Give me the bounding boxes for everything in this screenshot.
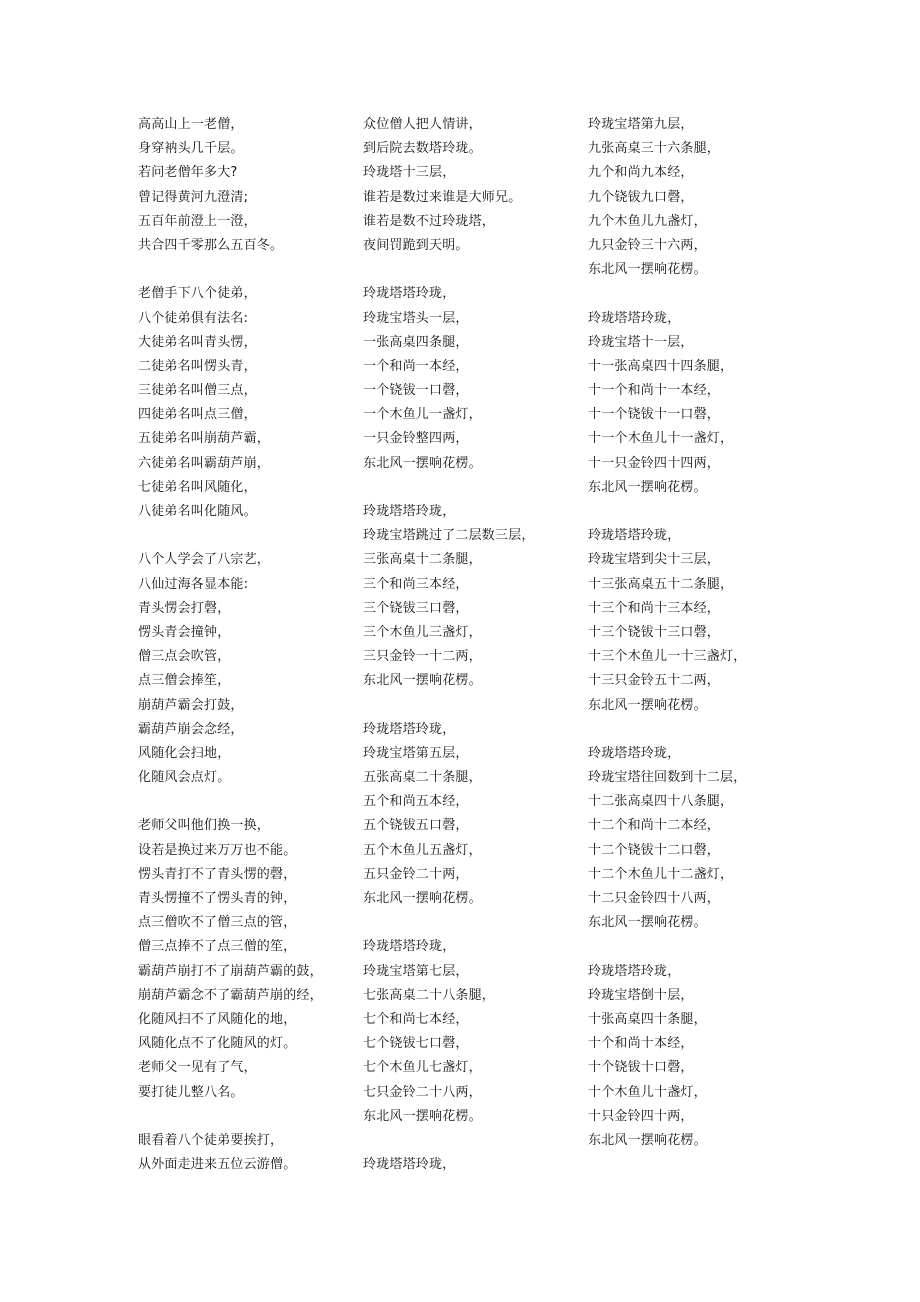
poem-line: 点三僧会捧笙，: [138, 673, 231, 689]
poem-line: 十二张高桌四十八条腿，: [588, 794, 734, 810]
poem-line: 九个木鱼儿九盏灯，: [588, 213, 707, 229]
stanza-break: [138, 524, 358, 548]
poem-line: 设若是换过来万万也不能。: [138, 842, 297, 858]
poem-line: 崩葫芦霸会打鼓，: [138, 697, 244, 713]
poem-line: 夜间罚跪到天明。: [363, 237, 469, 253]
poem-line: 玲珑塔塔玲珑，: [363, 504, 456, 519]
poem-line: 僧三点会吹管，: [138, 649, 231, 665]
poem-line: 八徒弟名叫化随风。: [138, 504, 257, 519]
stanza-break: [588, 718, 808, 742]
poem-line: 一只金铃整四两，: [363, 431, 469, 447]
poem-line: 五个木鱼儿五盏灯，: [363, 842, 482, 858]
poem-line: 玲珑宝塔第九层，: [588, 117, 694, 132]
poem-line: 十只金铃四十两，: [588, 1108, 694, 1124]
poem-line: 东北风一摆响花楞。: [363, 891, 482, 906]
poem-line: 老师父叫他们换一换，: [138, 818, 271, 834]
poem-line: 十个铙钹十口磬，: [588, 1060, 694, 1076]
poem-line: 东北风一摆响花楞。: [588, 262, 707, 278]
poem-line: 要打徒儿整八名。: [138, 1084, 244, 1100]
poem-line: 众位僧人把人情讲，: [363, 117, 482, 132]
poem-line: 玲珑塔塔玲珑，: [588, 528, 681, 544]
poem-line: 玲珑宝塔头一层，: [363, 310, 469, 326]
poem-line: 十个木鱼儿十盏灯，: [588, 1084, 707, 1100]
poem-line: 共合四千零那么五百冬。: [138, 237, 284, 253]
poem-line: 风随化会扫地，: [138, 745, 231, 761]
poem-line: 十三个铙钹十三口磬，: [588, 624, 721, 640]
poem-line: 化随风扫不了风随化的地，: [138, 1011, 297, 1027]
poem-line: 东北风一摆响花楞。: [588, 697, 707, 713]
poem-line: 七个铙钹七口磬，: [363, 1036, 469, 1052]
poem-line: 九只金铃三十六两，: [588, 237, 707, 253]
stanza-break: [138, 790, 358, 814]
poem-line: 十三只金铃五十二两，: [588, 673, 721, 689]
poem-line: 高高山上一老僧，: [138, 117, 244, 132]
poem-line: 东北风一摆响花楞。: [363, 1108, 482, 1124]
stanza-break: [138, 258, 358, 282]
poem-line: 三个铙钹三口磬，: [363, 600, 469, 616]
poem-line: 七只金铃二十八两，: [363, 1084, 482, 1100]
poem-line: 僧三点捧不了点三僧的笙，: [138, 939, 297, 955]
poem-column-1: [138, 113, 358, 1177]
poem-line: 玲珑塔塔玲珑，: [588, 963, 681, 979]
poem-line: 五个和尚五本经，: [363, 794, 469, 810]
poem-line: 六徒弟名叫霸葫芦崩，: [138, 455, 271, 471]
poem-line: 玲珑宝塔到尖十三层，: [588, 552, 721, 568]
poem-line: 十二个和尚十二本经，: [588, 818, 721, 834]
poem-line: 崩葫芦霸念不了霸葫芦崩的经，: [138, 987, 323, 1003]
poem-line: 玲珑宝塔第七层，: [363, 963, 469, 979]
poem-line: 五徒弟名叫崩葫芦霸，: [138, 431, 271, 447]
poem-line: 青头愣撞不了愣头青的钟，: [138, 891, 297, 906]
poem-line: 霸葫芦崩会念经，: [138, 721, 244, 737]
poem-line: 玲珑宝塔倒十层，: [588, 987, 694, 1003]
stanza-break: [588, 935, 808, 959]
poem-line: 玲珑塔塔玲珑，: [588, 745, 681, 761]
poem-line: 玲珑宝塔跳过了二层数三层，: [363, 528, 535, 544]
poem-line: 谁若是数不过玲珑塔，: [363, 213, 496, 229]
poem-line: 十一只金铃四十四两，: [588, 455, 721, 471]
poem-line: 化随风会点灯。: [138, 770, 231, 786]
poem-line: 东北风一摆响花楞。: [588, 1132, 707, 1148]
poem-line: 大徒弟名叫青头愣，: [138, 334, 257, 350]
poem-line: 八仙过海各显本能:: [138, 576, 249, 592]
poem-line: 八个人学会了八宗艺，: [138, 552, 271, 568]
poem-line: 愣头青打不了青头愣的磬，: [138, 866, 297, 882]
stanza-break: [588, 282, 808, 306]
poem-line: 十一张高桌四十四条腿，: [588, 358, 734, 374]
stanza-break: [363, 694, 583, 718]
poem-line: 十一个铙钹十一口磬，: [588, 407, 721, 423]
poem-line: 若问老僧年多大?: [138, 165, 238, 181]
poem-line: 一个铙钹一口磬，: [363, 383, 469, 399]
poem-line: 从外面走进来五位云游僧。: [138, 1157, 297, 1173]
poem-line: 老僧手下八个徒弟，: [138, 286, 257, 302]
poem-line: 一个和尚一本经，: [363, 358, 469, 374]
poem-line: 东北风一摆响花楞。: [363, 455, 482, 471]
poem-line: 七张高桌二十八条腿，: [363, 987, 496, 1003]
stanza-break: [363, 911, 583, 935]
poem-line: 五只金铃二十两，: [363, 866, 469, 882]
poem-line: 玲珑塔塔玲珑，: [363, 1157, 456, 1173]
poem-line: 五个铙钹五口磬，: [363, 818, 469, 834]
poem-line: 二徒弟名叫愣头青，: [138, 358, 257, 374]
poem-line: 东北风一摆响花楞。: [588, 479, 707, 495]
poem-line: 曾记得黄河九澄清;: [138, 189, 249, 205]
poem-line: 七个和尚七本经，: [363, 1011, 469, 1027]
poem-line: 三徒弟名叫僧三点，: [138, 383, 257, 399]
poem-line: 七徒弟名叫风随化，: [138, 479, 257, 495]
poem-line: 九个和尚九本经，: [588, 165, 694, 181]
poem-line: 三个和尚三本经，: [363, 576, 469, 592]
poem-line: 九张高桌三十六条腿，: [588, 141, 721, 157]
poem-line: 三张高桌十二条腿，: [363, 552, 482, 568]
poem-line: 身穿衲头几千层。: [138, 141, 244, 157]
poem-line: 十个和尚十本经，: [588, 1036, 694, 1052]
poem-line: 玲珑塔塔玲珑，: [363, 939, 456, 955]
poem-line: 一个木鱼儿一盏灯，: [363, 407, 482, 423]
poem-line: 十三个木鱼儿一十三盏灯，: [588, 649, 747, 665]
poem-line: 七个木鱼儿七盏灯，: [363, 1060, 482, 1076]
poem-line: 十一个木鱼儿十一盏灯，: [588, 431, 734, 447]
poem-line: 风随化点不了化随风的灯。: [138, 1036, 297, 1052]
poem-line: 玲珑宝塔往回数到十二层，: [588, 770, 747, 786]
poem-line: 十一个和尚十一本经，: [588, 383, 721, 399]
poem-line: 霸葫芦崩打不了崩葫芦霸的鼓，: [138, 963, 323, 979]
poem-line: 三只金铃一十二两，: [363, 649, 482, 665]
poem-line: 玲珑塔十三层，: [363, 165, 456, 181]
poem-line: 老师父一见有了气，: [138, 1060, 257, 1076]
poem-line: 五百年前澄上一澄，: [138, 213, 257, 229]
poem-line: 东北风一摆响花楞。: [588, 915, 707, 931]
poem-line: 十三个和尚十三本经，: [588, 600, 721, 616]
poem-line: 四徒弟名叫点三僧，: [138, 407, 257, 423]
poem-line: 玲珑塔塔玲珑，: [588, 310, 681, 326]
poem-line: 十二个木鱼儿十二盏灯，: [588, 866, 734, 882]
poem-line: 愣头青会撞钟，: [138, 624, 231, 640]
poem-column-3: [588, 113, 808, 1153]
poem-line: 玲珑宝塔第五层，: [363, 745, 469, 761]
poem-line: 谁若是数过来谁是大师兄。: [363, 189, 522, 205]
poem-line: 五张高桌二十条腿，: [363, 770, 482, 786]
stanza-break: [138, 1105, 358, 1129]
poem-line: 眼看着八个徒弟要挨打，: [138, 1132, 284, 1148]
poem-line: 十三张高桌五十二条腿，: [588, 576, 734, 592]
poem-line: 十张高桌四十条腿，: [588, 1011, 707, 1027]
poem-line: 十二只金铃四十八两，: [588, 891, 721, 906]
poem-column-2: [363, 113, 583, 1177]
poem-line: 玲珑塔塔玲珑，: [363, 721, 456, 737]
poem-line: 十二个铙钹十二口磬，: [588, 842, 721, 858]
stanza-break: [588, 500, 808, 524]
poem-line: 一张高桌四条腿，: [363, 334, 469, 350]
stanza-break: [363, 476, 583, 500]
poem-line: 玲珑塔塔玲珑，: [363, 286, 456, 302]
poem-line: 九个铙钹九口磬，: [588, 189, 694, 205]
stanza-break: [363, 1129, 583, 1153]
poem-line: 东北风一摆响花楞。: [363, 673, 482, 689]
poem-line: 点三僧吹不了僧三点的管，: [138, 915, 297, 931]
poem-line: 三个木鱼儿三盏灯，: [363, 624, 482, 640]
poem-line: 到后院去数塔玲珑。: [363, 141, 482, 157]
poem-line: 玲珑宝塔十一层，: [588, 334, 694, 350]
stanza-break: [363, 258, 583, 282]
poem-line: 八个徒弟俱有法名:: [138, 310, 249, 326]
poem-line: 青头愣会打磬，: [138, 600, 231, 616]
